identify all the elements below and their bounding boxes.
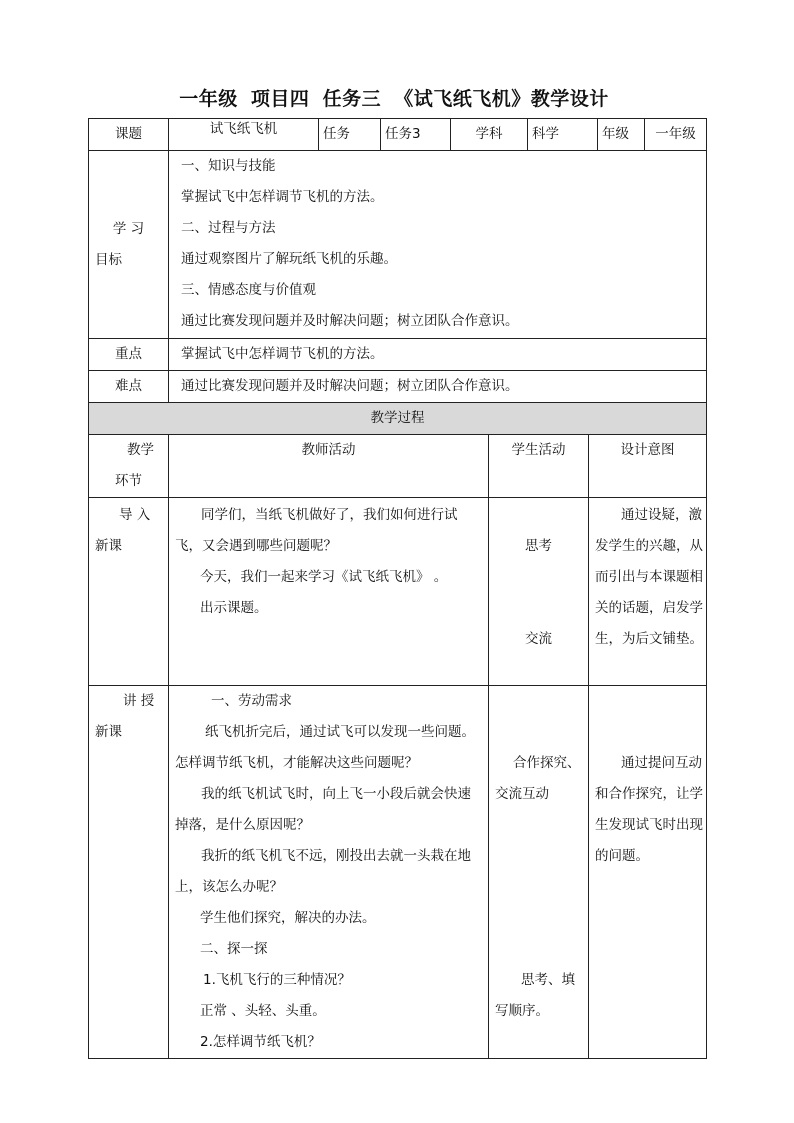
process-header-row [89,435,707,498]
objectives-label-line2: 目标 [95,251,122,268]
teach-intent [589,686,707,1059]
grade-label: 年级 [598,119,645,151]
intro-stage [89,498,169,686]
objective-line: 通过观察图片了解玩纸飞机的乐趣。 [181,251,397,267]
key-point-row [89,339,707,371]
title-grade: 一年级 [179,88,238,110]
process-banner-row [89,403,707,435]
teach-student [489,686,589,1059]
objectives-content [169,151,707,339]
intro-intent [589,498,707,686]
teach-student-2: 思考、填写顺序。 [495,972,575,1019]
intro-stage-line1: 导 入 [119,507,151,523]
key-point-text [169,339,707,371]
teach-line: 我的纸飞机试飞时，向上飞一小段后就会快速掉落，是什么原因呢？ [175,786,471,833]
page-title [0,84,794,112]
lesson-info-table [88,118,707,403]
objectives-label [89,151,169,339]
teach-line: 我折的纸飞机飞不远，刚投出去就一头栽在地上，该怎么办呢？ [175,848,471,895]
teach-stage-line1: 讲 授 [123,693,155,709]
intro-teacher [169,498,489,686]
intro-teacher-para: 同学们，当纸飞机做好了，我们如何进行试飞，又会遇到哪些问题呢？ [175,507,458,554]
header-student: 学生活动 [489,435,589,498]
intro-student-2: 交流 [525,631,552,647]
objective-line: 通过比赛发现问题并及时解决问题；树立团队合作意识。 [181,313,519,329]
header-stage-line1: 教学 [127,442,154,458]
intro-student-1: 思考 [525,538,552,554]
process-banner: 教学过程 [89,403,707,435]
key-point-label: 重点 [89,339,169,371]
intro-row [89,498,707,686]
header-stage-line2: 环节 [115,473,142,489]
teach-row [89,686,707,1059]
header-stage [89,435,169,498]
difficulty-value: 通过比赛发现问题并及时解决问题；树立团队合作意识。 [181,378,519,394]
objective-line: 三、情感态度与价值观 [181,282,316,298]
topic-label: 课题 [89,119,169,151]
teach-line: 一、劳动需求 [211,693,292,709]
teach-line: 二、探一探 [200,941,268,957]
task-label: 任务 [319,119,381,151]
topic-value: 试飞纸飞机 [169,119,319,151]
title-project: 项目四 [250,88,310,110]
key-point-value: 掌握试飞中怎样调节飞机的方法。 [181,346,384,362]
grade-value: 一年级 [645,119,707,151]
difficulty-row [89,371,707,403]
subject-label: 学科 [451,119,528,151]
objectives-row [89,151,707,339]
intro-intent-text: 通过设疑，激发学生的兴趣，从而引出与本课题相关的话题，启发学生，为后文铺垫。 [595,507,703,647]
difficulty-text [169,371,707,403]
teach-teacher [169,686,489,1059]
header-intent: 设计意图 [589,435,707,498]
info-row [89,119,707,151]
subject-value: 科学 [528,119,598,151]
intro-stage-line2: 新课 [95,538,122,554]
objective-line: 掌握试飞中怎样调节飞机的方法。 [181,189,384,205]
teach-line: 2.怎样调节纸飞机？ [200,1034,321,1050]
intro-student [489,498,589,686]
teach-stage [89,686,169,1059]
teach-stage-line2: 新课 [95,724,122,740]
teach-line: 纸飞机折完后，通过试飞可以发现一些问题。 [205,724,475,740]
objective-line: 二、过程与方法 [181,220,276,236]
intro-teacher-para: 今天，我们一起来学习《试飞纸飞机》 。 [200,569,448,585]
title-name: 《试飞纸飞机》教学设计 [394,88,609,110]
title-task: 任务三 [322,88,382,110]
objective-line: 一、知识与技能 [181,158,276,174]
teach-line: 正常 、头轻、头重。 [200,1003,326,1019]
teach-line: 学生他们探究，解决的办法。 [200,910,376,926]
teaching-process-table [88,402,707,1059]
task-value: 任务3 [381,119,451,151]
teach-line: 1.飞机飞行的三种情况？ [203,972,351,988]
teach-intent-text: 通过提问互动和合作探究，让学生发现试飞时出现的问题。 [595,755,703,864]
difficulty-label: 难点 [89,371,169,403]
teach-line: 怎样调节纸飞机，才能解决这些问题呢？ [175,755,418,771]
objectives-label-line1: 学 习 [112,220,145,237]
header-teacher: 教师活动 [169,435,489,498]
teach-student-1: 合作探究、交流互动 [495,755,581,802]
intro-teacher-para: 出示课题。 [200,600,268,616]
